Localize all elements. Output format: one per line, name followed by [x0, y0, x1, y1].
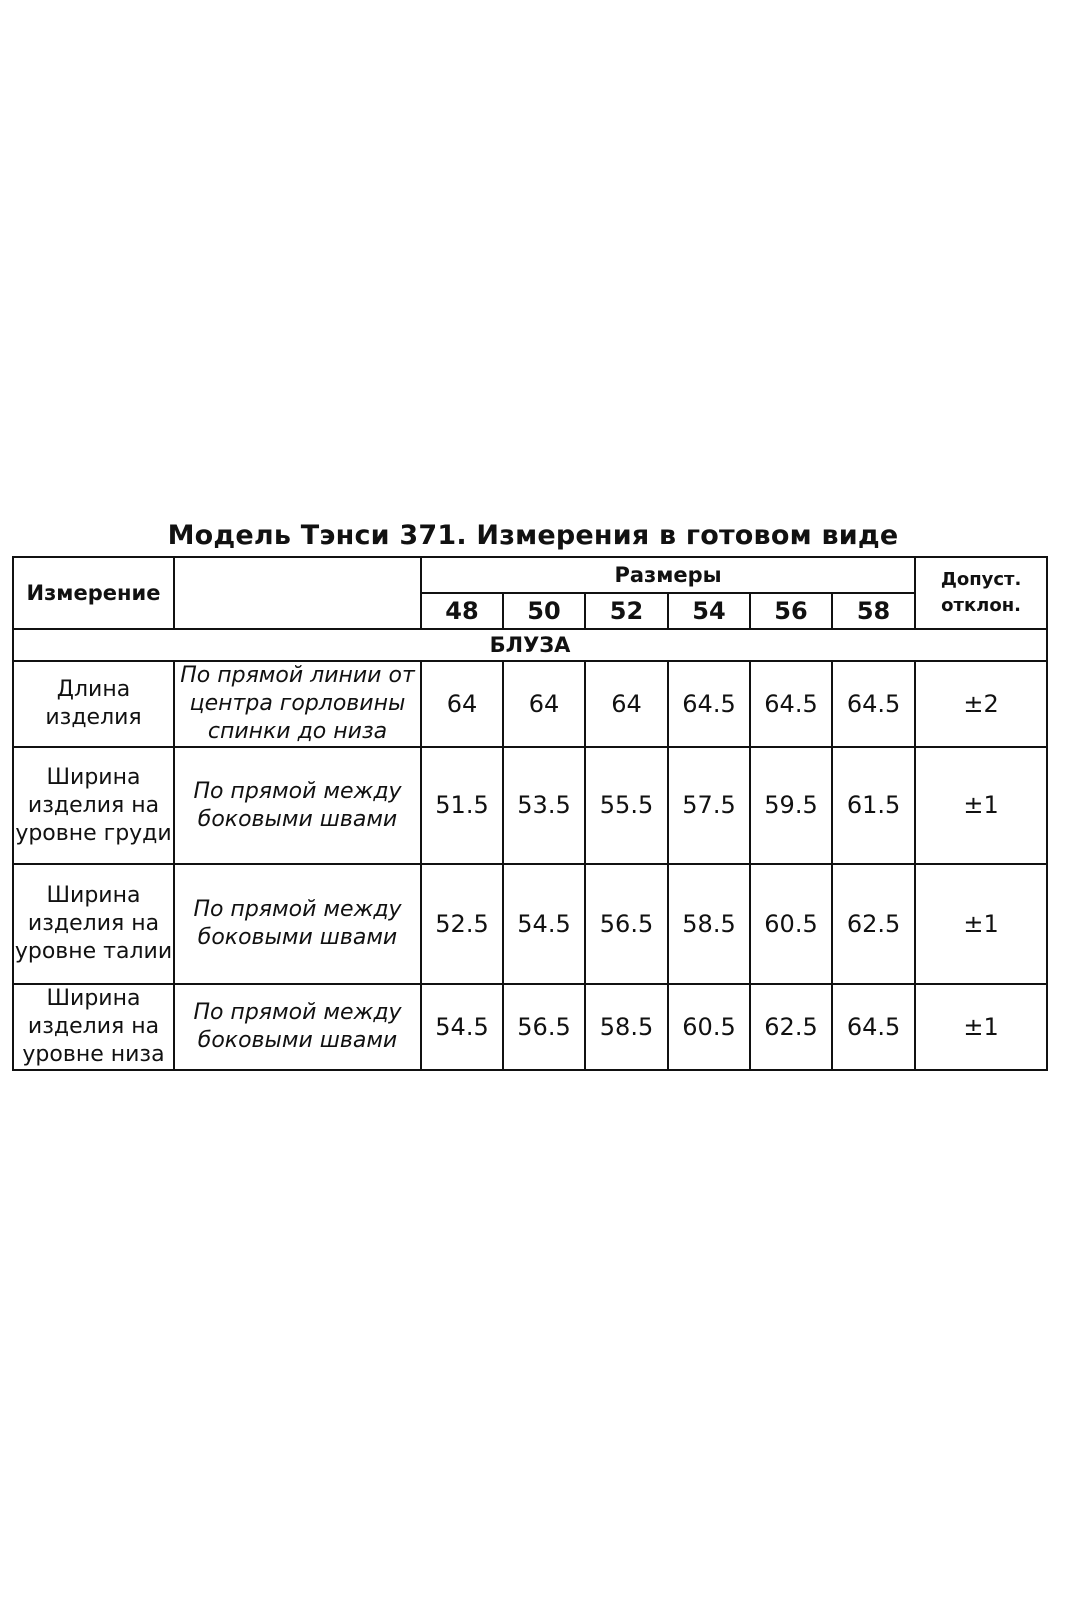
row-value: 52.5	[421, 864, 503, 984]
table-row	[13, 661, 1047, 747]
row-tolerance: ±1	[915, 864, 1047, 984]
row-method: По прямой между боковыми швами	[174, 747, 421, 864]
row-value: 54.5	[421, 984, 503, 1070]
section-title: БЛУЗА	[13, 629, 1047, 661]
page-title: Модель Тэнси 371. Измерения в готовом виде	[167, 520, 899, 551]
row-value: 62.5	[750, 984, 832, 1070]
row-name: Ширина изделия на уровне груди	[13, 747, 174, 864]
row-value: 53.5	[503, 747, 585, 864]
size-header: 52	[585, 593, 668, 629]
size-header: 56	[750, 593, 832, 629]
row-value: 64.5	[668, 661, 750, 747]
row-value: 58.5	[585, 984, 668, 1070]
row-value: 59.5	[750, 747, 832, 864]
header-tolerance: Допуст. отклон.	[915, 557, 1047, 629]
row-name: Длина изделия	[13, 661, 174, 747]
table-row	[13, 747, 1047, 864]
table-row	[13, 984, 1047, 1070]
row-value: 55.5	[585, 747, 668, 864]
row-tolerance: ±1	[915, 984, 1047, 1070]
size-header: 54	[668, 593, 750, 629]
row-value: 64	[421, 661, 503, 747]
row-value: 56.5	[503, 984, 585, 1070]
row-value: 64.5	[832, 661, 915, 747]
row-tolerance: ±1	[915, 747, 1047, 864]
size-header: 48	[421, 593, 503, 629]
row-value: 58.5	[668, 864, 750, 984]
size-header: 50	[503, 593, 585, 629]
row-value: 64	[585, 661, 668, 747]
row-value: 51.5	[421, 747, 503, 864]
header-measurement: Измерение	[13, 557, 174, 629]
row-value: 60.5	[668, 984, 750, 1070]
row-value: 64.5	[832, 984, 915, 1070]
row-name: Ширина изделия на уровне низа	[13, 984, 174, 1070]
row-value: 62.5	[832, 864, 915, 984]
row-method: По прямой между боковыми швами	[174, 984, 421, 1070]
measurement-table	[12, 556, 1048, 1071]
row-method: По прямой между боковыми швами	[174, 864, 421, 984]
row-value: 56.5	[585, 864, 668, 984]
row-value: 60.5	[750, 864, 832, 984]
row-name: Ширина изделия на уровне талии	[13, 864, 174, 984]
header-blank	[174, 557, 421, 629]
table-row	[13, 864, 1047, 984]
row-method: По прямой линии от центра горловины спинки до низа	[174, 661, 421, 747]
row-value: 61.5	[832, 747, 915, 864]
header-sizes: Размеры	[421, 557, 915, 593]
row-value: 57.5	[668, 747, 750, 864]
size-header: 58	[832, 593, 915, 629]
row-value: 54.5	[503, 864, 585, 984]
row-value: 64.5	[750, 661, 832, 747]
row-value: 64	[503, 661, 585, 747]
row-tolerance: ±2	[915, 661, 1047, 747]
